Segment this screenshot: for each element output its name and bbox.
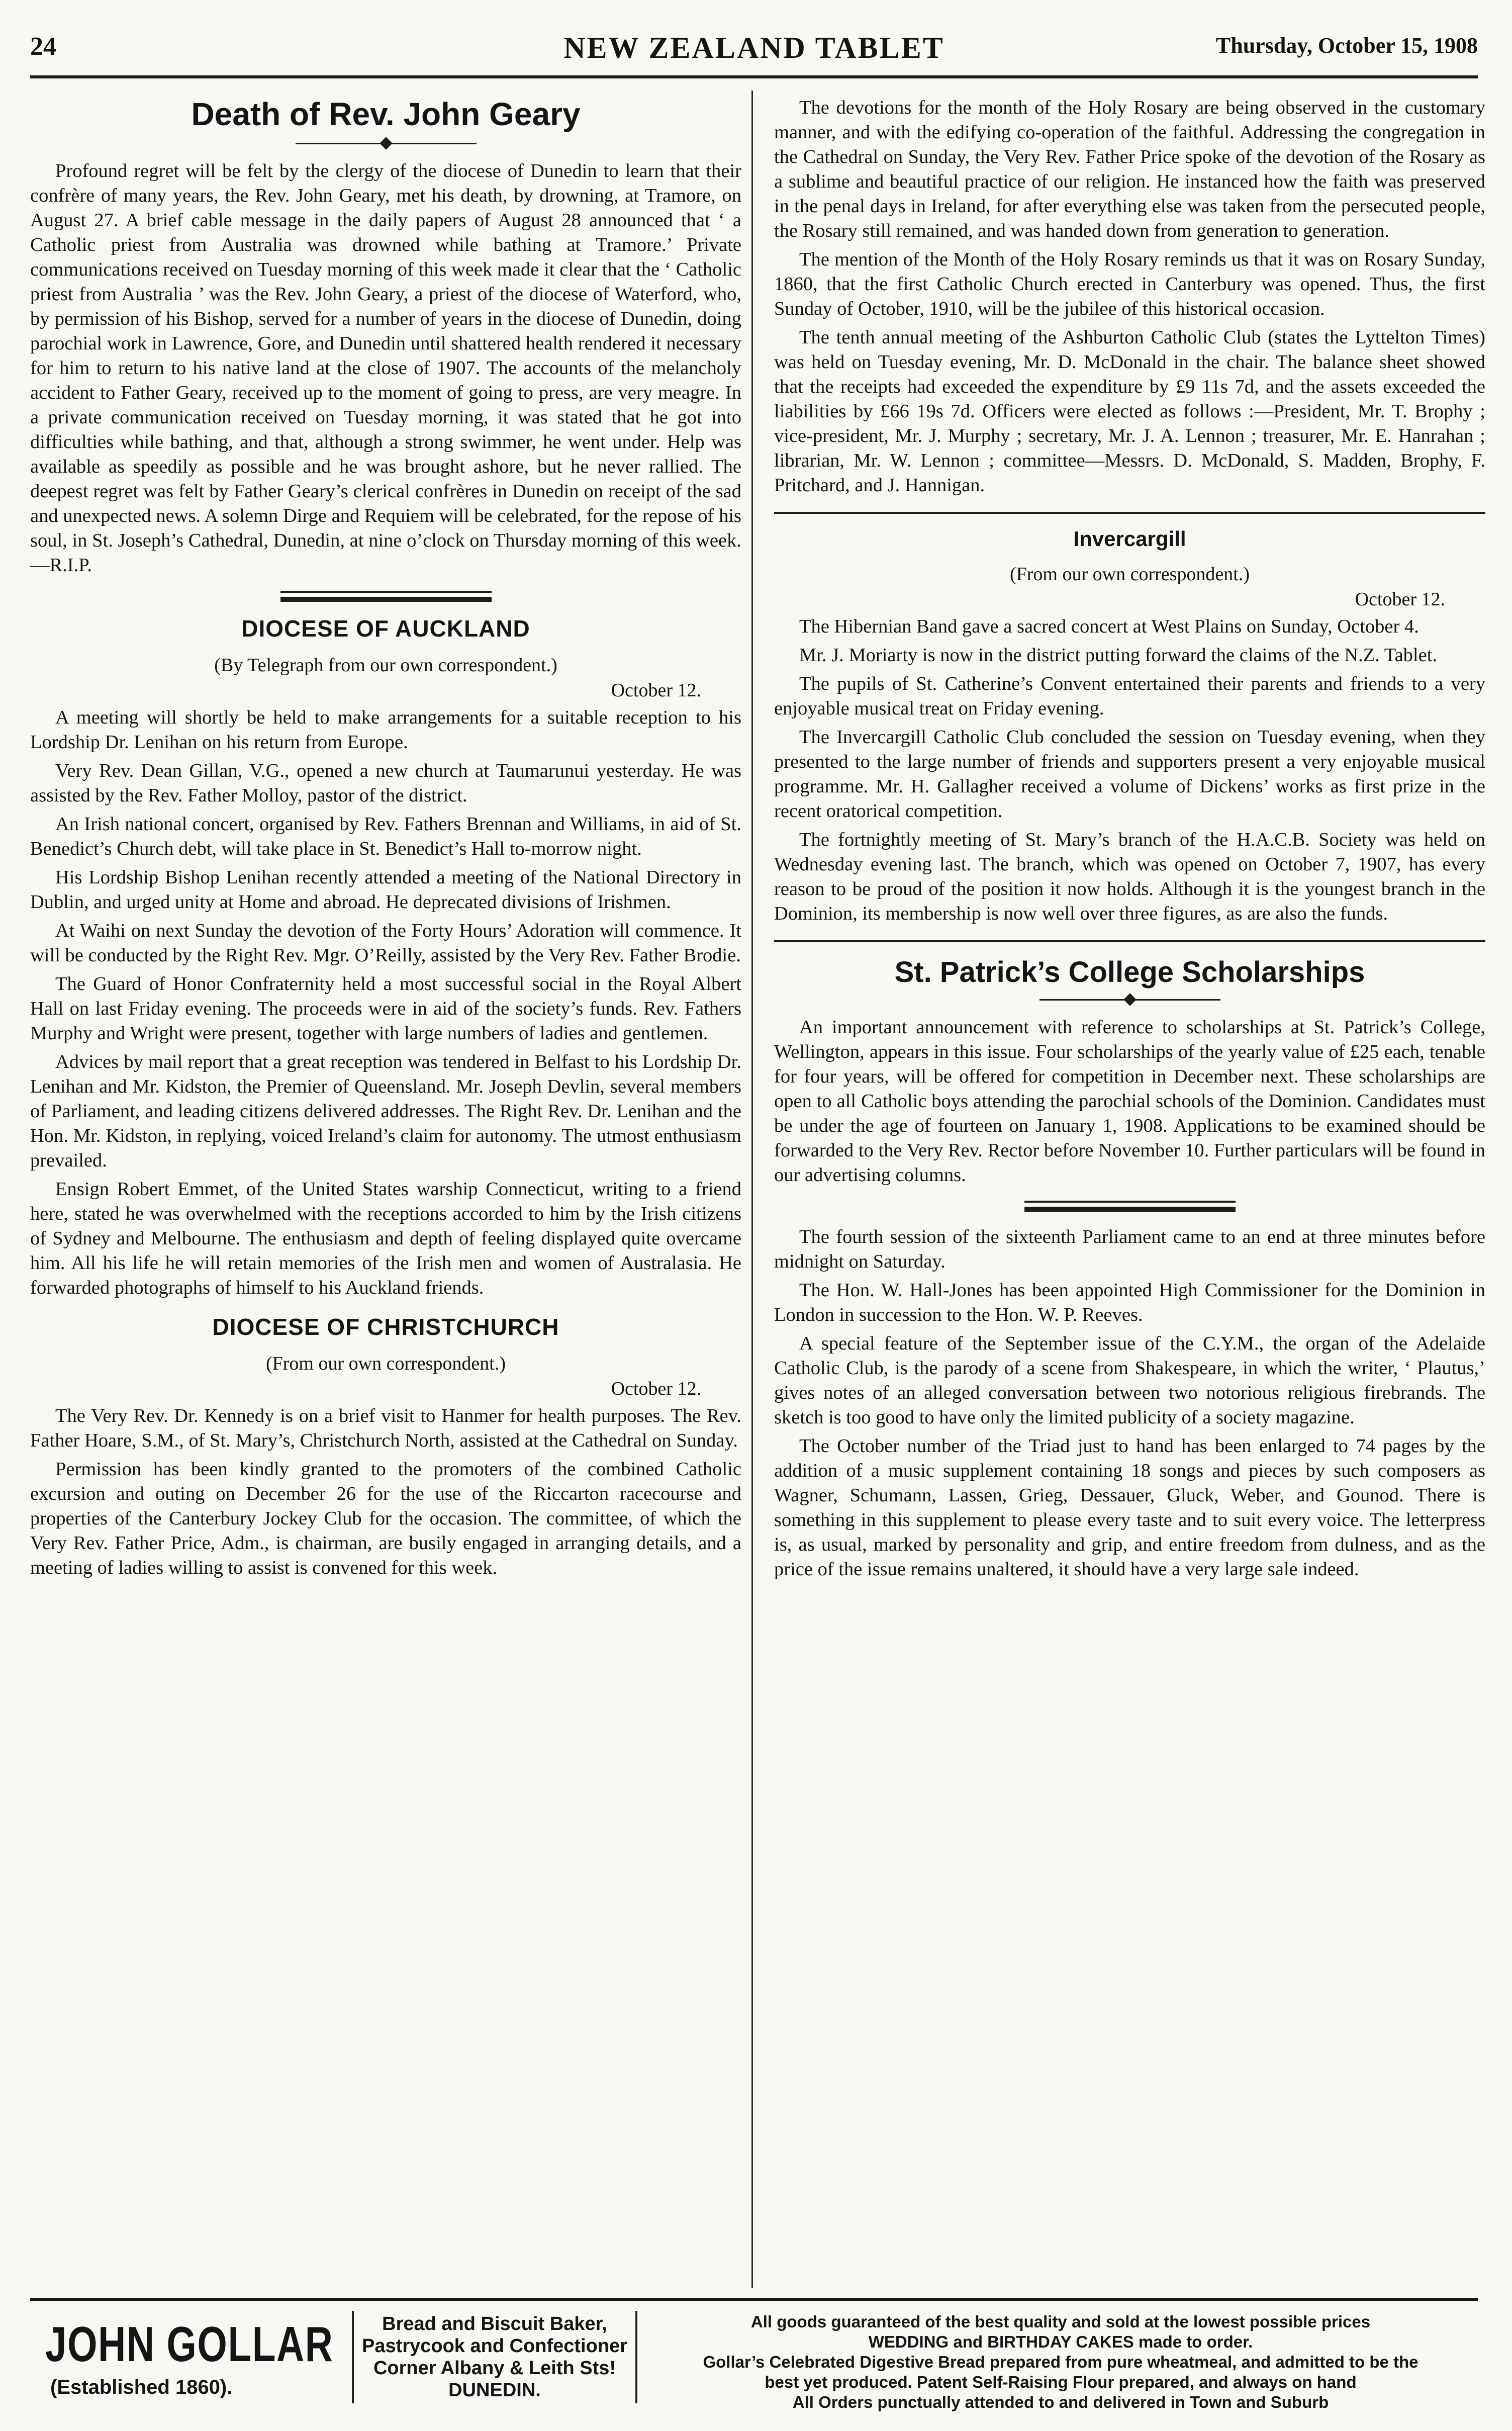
ad-copy-line: best yet produced. Patent Self-Raising Flour prepared, and always on hand: [765, 2373, 1357, 2391]
running-header: [30, 28, 1478, 78]
geary-article: Profound regret will be felt by the clergy of the diocese of Dunedin to learn that their confrère of many years, the Rev. John Geary, met his death, by drowning, at Tramore, on August 27. A brief cable message in the daily papers of August 28 announced that ‘ a Catholic priest from Australia was drowned while bathing at Tramore.’ Private communications received on Tuesday morning of this week made it clear that the ‘ Catholic priest from Australia ’ was the Rev. John Geary, a priest of the diocese of Waterford, who, by permission of his Bishop, served for a number of years in the diocese of Dunedin, doing parochial work in Lawrence, Gore, and Dunedin until shattered health rendered it necessary for him to return to his native land at the close of 1907. The accounts of the melancholy accident to Father Geary, received up to the moment of going to press, are very meagre. In a private communication received on Tuesday morning, it was stated that he got into difficulties while bathing, and that, although a strong swimmer, he went under. Help was available as speedily as possible and he was brought ashore, but he never rallied. The deepest regret was felt by Father Geary’s clerical confrères in Dunedin on receipt of the sad and unexpected news. A solemn Dirge and Requiem will be celebrated, for the repose of his soul, in St. Joseph’s Cathedral, Dunedin, at nine o’clock on Thursday morning of this week.—R.I.P.: [30, 160, 741, 576]
left-column: [30, 96, 741, 1584]
advertisement-banner: [30, 2298, 1478, 2414]
invercargill-paragraph: The fortnightly meeting of St. Mary’s branch of the H.A.C.B. Society was held on Wednesday evening last. The branch, which was opened on October 7, 1907, has every reason to be proud of the position it now holds. Although it is the youngest branch in the Dominion, its membership is now well over three figures, as are also the funds.: [774, 829, 1485, 924]
scholarships-paragraph: An important announcement with reference to scholarships at St. Patrick’s College, Wellington, appears in this issue. Four scholarships of the yearly value of £25 each, tenable for four years, will be offered for competition in December next. These scholarships are open to all Catholic boys attending the parochial schools of the Dominion. Candidates must be under the age of fourteen on January 1, 1908. Applications to be examined should be forwarded to the Very Rev. Rector before November 10. Further particulars will be found in our advertising columns.: [774, 1017, 1485, 1186]
christchurch-paragraph: Permission has been kindly granted to the promoters of the combined Catholic excursion and outing on December 26 for the use of the Riccarton racecourse and properties of the Canterbury Jockey Club for the occasion. The committee, of which the Very Rev. Father Price, Adm., is chairman, are busily engaged in arranging details, and a meeting of ladies willing to assist is convened for this week.: [30, 1459, 741, 1578]
geary-headline: Death of Rev. John Geary: [191, 96, 581, 132]
auckland-paragraph: Ensign Robert Emmet, of the United States warship Connecticut, writing to a friend here, stated he was overwhelmed with the receptions accorded to him by the Irish citizens of Sydney and Melbourne. The enthusiasm and depth of feeling displayed quite overcame him. All his life he will retain memories of the Irish men and women of Australasia. He forwarded photographs of himself to his Auckland friends.: [30, 1179, 741, 1298]
invercargill-byline: (From our own correspondent.): [1009, 564, 1250, 585]
rosary-sunday-paragraph: The mention of the Month of the Holy Rosary reminds us that it was on Rosary Sunday, 1860, that the first Catholic Church erected in Canterbury was opened. Thus, the first Sunday of October, 1910, will be the jubilee of this historical occasion.: [774, 249, 1485, 319]
ad-copy-line: Gollar’s Celebrated Digestive Bread prepared from pure wheatmeal, and admitted to be the: [703, 2353, 1419, 2371]
section-rule: [1024, 1201, 1236, 1212]
ashburton-club-paragraph: The tenth annual meeting of the Ashburton Catholic Club (states the Lyttelton Times) was held on Tuesday evening, Mr. D. McDonald in the chair. The balance sheet showed that the receipts had exceeded the expenditure by £9 11s 7d, and the assets exceeded the liabilities by £66 19s 7d. Officers were elected as follows :—President, Mr. T. Brophy ; vice-president, Mr. J. Murphy ; secretary, Mr. J. A. Lennon ; treasurer, Mr. E. Hanrahan ; librarian, Mr. W. Lennon ; committee—Messrs. D. McDonald, S. Madden, Brophy, F. Pritchard, and J. Hannigan.: [774, 327, 1485, 496]
invercargill-paragraph: The pupils of St. Catherine’s Convent entertained their parents and friends to a very enjoyable musical treat on Friday evening.: [774, 673, 1485, 719]
page-number: 24: [30, 32, 56, 61]
advertiser-name: JOHN GOLLAR: [45, 2316, 334, 2372]
auckland-paragraph: An Irish national concert, organised by Rev. Fathers Brennan and Williams, in aid of St. Benedict’s Church debt, will take place in St. Benedict’s Hall to-morrow night.: [30, 814, 741, 859]
note-paragraph: The Hon. W. Hall-Jones has been appointed High Commissioner for the Dominion in London in succession to the Hon. W. P. Reeves.: [774, 1280, 1485, 1325]
trade-line: Corner Albany & Leith Sts!: [373, 2358, 616, 2379]
ad-copy-line: All goods guaranteed of the best quality and sold at the lowest possible prices: [750, 2312, 1371, 2331]
invercargill-paragraph: The Invercargill Catholic Club concluded the session on Tuesday evening, when they presented to the large number of friends and supporters present a very enjoyable musical programme. Mr. H. Gallagher received a volume of Dickens’ works as first prize in the recent oratorical competition.: [774, 727, 1485, 822]
section-rule: [280, 591, 492, 602]
note-paragraph: A special feature of the September issue of the C.Y.M., the organ of the Adelaide Catholic Club, is the parody of a scene from Shakespeare, in which the writer, ‘ Plautus,’ gives notes of an alleged conversation between two notorious religious firebrands. The sketch is too good to have only the limited publicity of a society magazine.: [774, 1333, 1485, 1428]
advertisement-copy: [653, 2312, 1468, 2412]
auckland-paragraph: The Guard of Honor Confraternity held a most successful social in the Royal Albert Hall on last Friday evening. The proceeds were in aid of the society’s funds. Rev. Fathers Murphy and Wright were present, together with large numbers of ladies and gentlemen.: [30, 973, 741, 1044]
advertiser-trade: [352, 2311, 637, 2403]
invercargill-dateline: October 12.: [1355, 589, 1445, 610]
invercargill-paragraph: Mr. J. Moriarty is now in the district putting forward the claims of the N.Z. Tablet.: [799, 645, 1438, 666]
right-column: [774, 96, 1485, 1586]
issue-date: Thursday, October 15, 1908: [1215, 33, 1478, 58]
auckland-paragraph: His Lordship Bishop Lenihan recently attended a meeting of the National Directory in Dublin, and urged unity at Home and abroad. He deprecated divisions of Irishmen.: [30, 867, 741, 913]
ornament-rule: [1040, 992, 1220, 1007]
auckland-paragraph: Very Rev. Dean Gillan, V.G., opened a new church at Taumarunui yesterday. He was assisted by the Rev. Father Molloy, pastor of the district.: [30, 760, 741, 806]
auckland-byline: (By Telegraph from our own correspondent.): [214, 655, 557, 676]
trade-line: DUNEDIN.: [448, 2380, 541, 2401]
christchurch-dateline: October 12.: [611, 1378, 701, 1399]
column-divider: [751, 91, 753, 2288]
auckland-paragraph: A meeting will shortly be held to make arrangements for a suitable reception to his Lordship Dr. Lenihan on his return from Europe.: [30, 707, 741, 753]
ornament-rule: [296, 136, 477, 151]
advertiser-established: (Established 1860).: [50, 2376, 233, 2398]
christchurch-paragraph: The Very Rev. Dr. Kennedy is on a brief visit to Hanmer for health purposes. The Rev. Father Hoare, S.M., of St. Mary’s, Christchurch North, assisted at the Cathedral on Sunday.: [30, 1405, 741, 1451]
note-paragraph: The October number of the Triad just to hand has been enlarged to 74 pages by the addition of a music supplement containing 18 songs and pieces by such composers as Wagner, Schumann, Lassen, Grieg, Dessauer, Gluck, Weber, and Gounod. There is something in this supplement to please every taste and to suit every voice. The letterpress is, as usual, marked by personality and grip, and entire freedom from dulness, and as the price of the issue remains unaltered, it should have a very large sale indeed.: [774, 1435, 1485, 1580]
auckland-dateline: October 12.: [611, 680, 701, 701]
invercargill-paragraph: The Hibernian Band gave a sacred concert at West Plains on Sunday, October 4.: [799, 616, 1419, 637]
christchurch-heading: DIOCESE OF CHRISTCHURCH: [212, 1314, 559, 1340]
trade-line: Pastrycook and Confectioner: [362, 2335, 627, 2357]
christchurch-byline: (From our own correspondent.): [265, 1353, 506, 1374]
rosary-paragraph: The devotions for the month of the Holy Rosary are being observed in the customary manner, and with the edifying co-operation of the faithful. Addressing the congregation in the Cathedral on Sunday, the Very Rev. Father Price spoke of the devotion of the Rosary as a sublime and beautiful practice of our religion. He instanced how the faith was preserved in the penal days in Ireland, for after everything else was taken from the persecuted people, the Rosary still remained, and was handed down from generation to generation.: [774, 97, 1485, 241]
publication-title: NEW ZEALAND TABLET: [563, 31, 944, 64]
invercargill-heading: Invercargill: [1073, 527, 1186, 551]
scholarships-headline: St. Patrick’s College Scholarships: [894, 956, 1365, 988]
ad-copy-line: WEDDING and BIRTHDAY CAKES made to order.: [868, 2332, 1253, 2351]
auckland-paragraph: Advices by mail report that a great reception was tendered in Belfast to his Lordship Dr. Lenihan and Mr. Kidston, the Premier of Queensland. Mr. Joseph Devlin, several members of Parliament, and leading citizens delivered addresses. The Right Rev. Dr. Lenihan and the Hon. Mr. Kidston, in replying, voiced Ireland’s claim for autonomy. The utmost enthusiasm prevailed.: [30, 1051, 741, 1171]
note-paragraph: The fourth session of the sixteenth Parliament came to an end at three minutes before midnight on Saturday.: [774, 1226, 1485, 1272]
ad-copy-line: All Orders punctually attended to and delivered in Town and Suburb: [792, 2393, 1329, 2411]
section-rule: [774, 940, 1485, 942]
trade-line: Bread and Biscuit Baker,: [382, 2313, 607, 2334]
auckland-heading: DIOCESE OF AUCKLAND: [241, 615, 530, 642]
section-rule: [774, 512, 1485, 514]
auckland-paragraph: At Waihi on next Sunday the devotion of the Forty Hours’ Adoration will commence. It will be conducted by the Right Rev. Mgr. O’Reilly, assisted by the Very Rev. Father Brodie.: [30, 920, 741, 966]
